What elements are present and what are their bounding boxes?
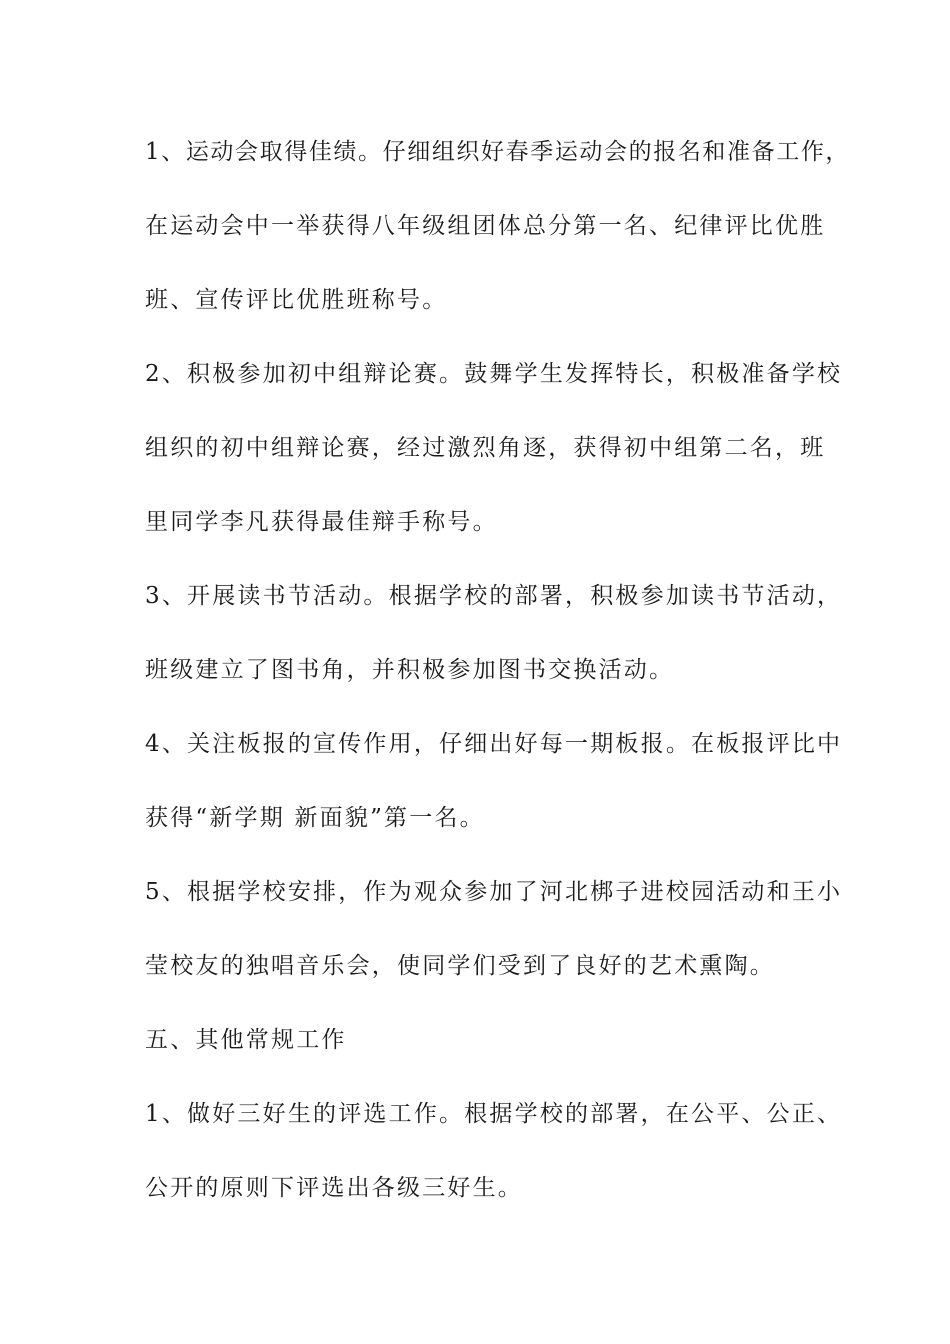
- paragraph-line: 莹校友的独唱音乐会，使同学们受到了良好的艺术熏陶。: [145, 953, 775, 979]
- paragraph-line: 4、关注板报的宣传作用，仔细出好每一期板报。在板报评比中: [145, 731, 843, 757]
- section-heading: 五、其他常规工作: [145, 1027, 347, 1053]
- paragraph-line: 3、开展读书节活动。根据学校的部署，积极参加读书节活动，: [145, 583, 843, 609]
- paragraph-line: 班、宣传评比优胜班称号。: [145, 287, 448, 313]
- paragraph-line: 5、根据学校安排，作为观众参加了河北梆子进校园活动和王小: [145, 879, 843, 905]
- paragraph-line: 公开的原则下评选出各级三好生。: [145, 1175, 523, 1201]
- paragraph-line: 1、运动会取得佳绩。仔细组织好春季运动会的报名和准备工作，: [145, 139, 851, 165]
- paragraph-line: 1、做好三好生的评选工作。根据学校的部署，在公平、公正、: [145, 1101, 843, 1127]
- paragraph-line: 获得“新学期 新面貌”第一名。: [145, 805, 485, 831]
- paragraph-line: 里同学李凡获得最佳辩手称号。: [145, 509, 498, 535]
- paragraph-line: 2、积极参加初中组辩论赛。鼓舞学生发挥特长，积极准备学校: [145, 361, 843, 387]
- paragraph-line: 班级建立了图书角，并积极参加图书交换活动。: [145, 657, 675, 683]
- paragraph-line: 组织的初中组辩论赛，经过激烈角逐，获得初中组第二名，班: [145, 435, 826, 461]
- paragraph-line: 在运动会中一举获得八年级组团体总分第一名、纪律评比优胜: [145, 213, 826, 239]
